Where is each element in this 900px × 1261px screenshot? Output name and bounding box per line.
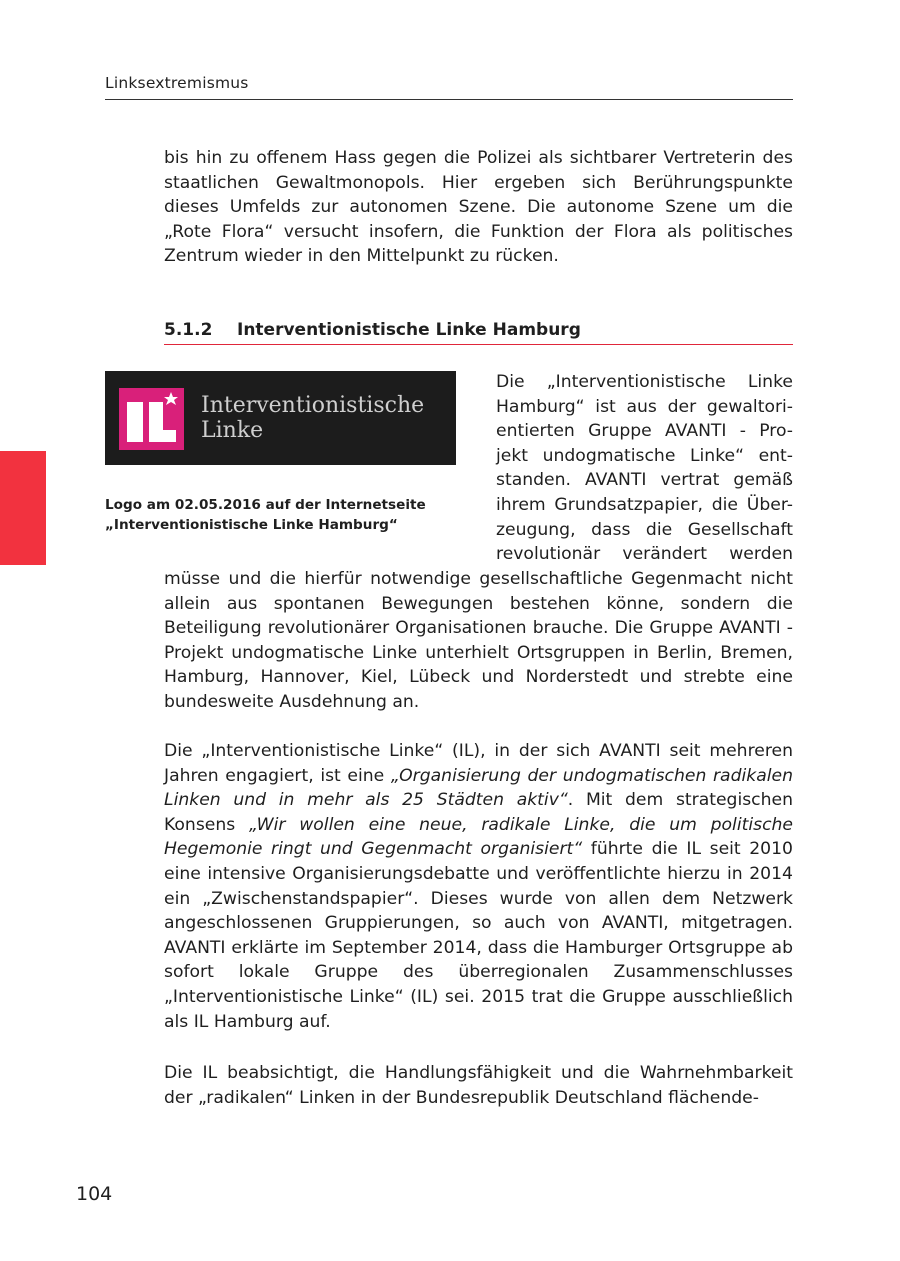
section-number: 5.1.2: [164, 320, 213, 340]
logo-wordmark-line1: Interventionistische: [201, 393, 425, 418]
float-line: Die „Interventionistische Linke: [496, 372, 793, 392]
float-line: ihrem Grundsatzpapier, die Über-: [496, 494, 793, 515]
float-line: standen. AVANTI vertrat gemäß: [496, 470, 793, 491]
logo-wordmark: [201, 393, 424, 443]
paragraph1-continuation: [164, 567, 793, 715]
chapter-tab-marker: [0, 451, 46, 565]
logo-wordmark-line2: Linke: [201, 418, 264, 443]
il-logo-image: [105, 371, 456, 465]
float-line: zeugung, dass die Gesellschaft: [496, 519, 793, 540]
paragraph1-float-column: [496, 370, 793, 567]
il-logo-mark: [119, 388, 184, 450]
paragraph2: [164, 739, 793, 1034]
float-line: revolutionär verändert werden: [496, 544, 793, 565]
caption-line2: „Interventionistische Linke Hamburg“: [105, 517, 398, 533]
paragraph2-part2: . Mit dem strategischen Konsens: [164, 790, 793, 835]
il-logo-letters-icon: [119, 388, 184, 450]
paragraph1-continuation-text: müsse und die hierfür notwendige gesellschaftliche Gegenmacht nicht allein aus spontanen Bewegungen bestehen könne, sondern die Beteiligung revolutionärer Organisationen brauche. Die Gruppe AVANTI - Projekt undogmatische Linke unterhielt Ortsgruppen in Berlin, Bremen, Hamburg, Hannover, Kiel, Lübeck und Norderstedt und strebte eine bundesweite Ausdehnung an.: [164, 569, 793, 712]
figure-caption: [105, 495, 465, 535]
caption-line1: Logo am 02.05.2016 auf der Internetseite: [105, 497, 426, 513]
float-line: Hamburg“ ist aus der gewaltori-: [496, 396, 793, 417]
paragraph2-part1: Die „Interventionistische Linke“ (IL), in der sich AVANTI seit mehreren Jahren engagiert, ist eine: [164, 741, 793, 786]
paragraph2-quote1: „Organisierung der undogmatischen radikalen Linken und in mehr als 25 Städten aktiv“: [164, 765, 793, 811]
float-line: entierten Gruppe AVANTI - Pro-: [496, 421, 793, 442]
paragraph3-text: Die IL beabsichtigt, die Handlungsfähigkeit und die Wahrnehmbarkeit der „radikalen“ Linken in der Bundesrepublik Deutschland flächende-: [164, 1063, 793, 1108]
paragraph2-text: [164, 739, 793, 1034]
header-rule: [105, 99, 793, 100]
paragraph2-part3: führte die IL seit 2010 eine intensive Organisierungsdebatte und veröffentlichte hierzu in 2014 ein „Zwischenstandspapier“. Dieses wurde von allen dem Netzwerk angeschlossenen Gruppierungen, so auch von AVANTI, mitgetragen. AVANTI erklärte im September 2014, dass die Hamburger Ortsgruppe ab sofort lokale Gruppe des überregionalen Zusammenschlusses „Interventionistische Linke“ (IL) sei. 2015 trat die Gruppe ausschließlich als IL Hamburg auf.: [164, 839, 793, 1032]
intro-paragraph: [164, 146, 793, 269]
page-number: 104: [76, 1183, 113, 1205]
running-head: Linksextremismus: [105, 74, 249, 92]
paragraph3: [164, 1061, 793, 1110]
float-line: jekt undogmatische Linke“ ent-: [496, 445, 793, 466]
intro-text: bis hin zu offenem Hass gegen die Polizei als sichtbarer Vertreterin des staatlichen Gewaltmonopols. Hier ergeben sich Berührungspunkte dieses Umfelds zur autonomen Szene. Die autonome Szene um die „Rote Flora“ versucht insofern, die Funktion der Flora als politisches Zentrum wieder in den Mittelpunkt zu rücken.: [164, 148, 793, 267]
section-heading: [164, 320, 793, 345]
paragraph2-quote2: „Wir wollen eine neue, radikale Linke, die um politische Hegemonie ringt und Gegenmacht organisiert“: [164, 814, 793, 860]
section-title: Interventionistische Linke Hamburg: [237, 320, 581, 340]
